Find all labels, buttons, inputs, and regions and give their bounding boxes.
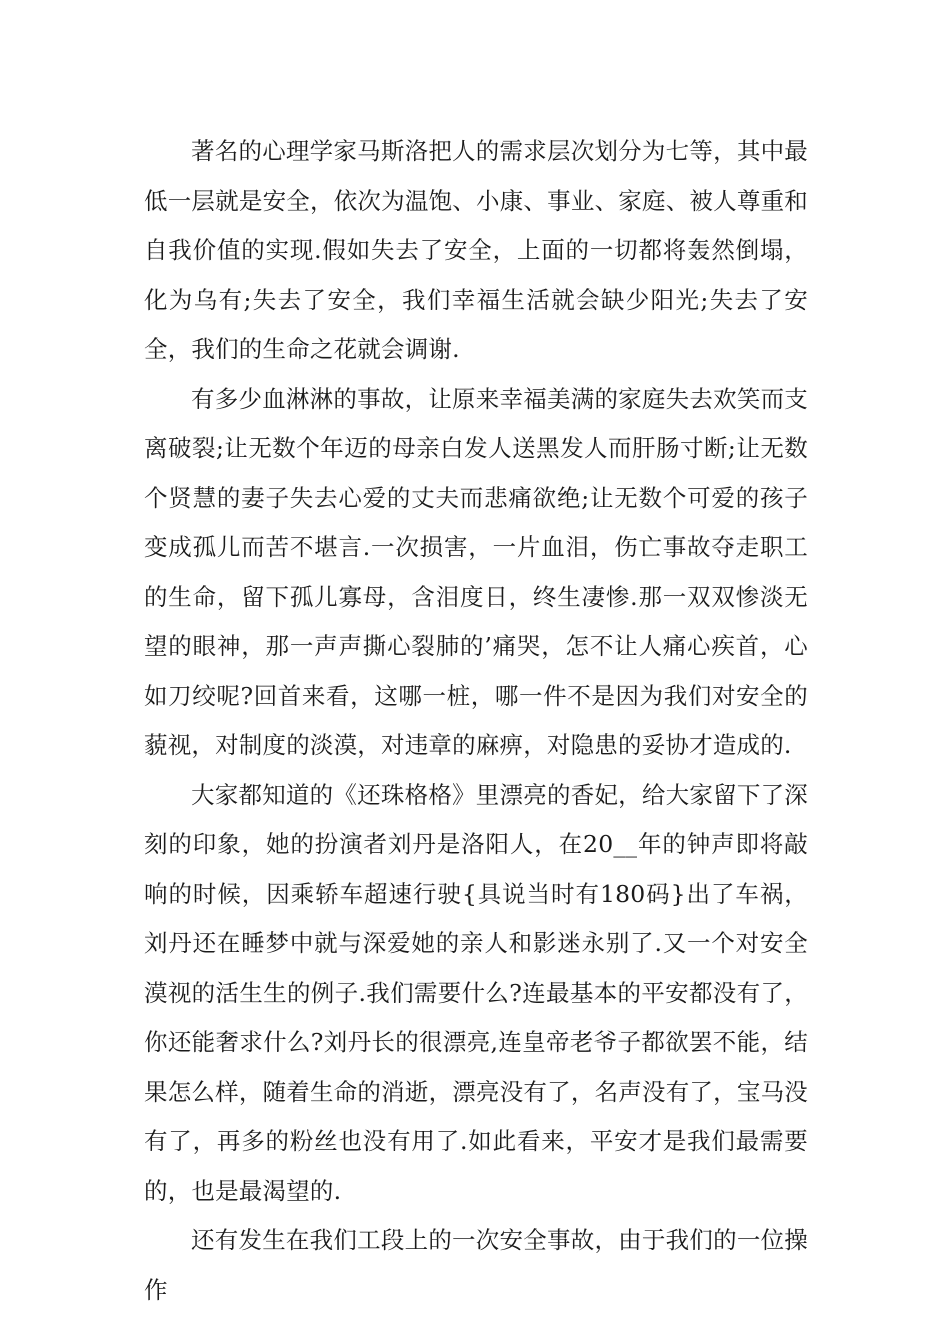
paragraph-2: 有多少血淋淋的事故，让原来幸福美满的家庭失去欢笑而支离破裂;让无数个年迈的母亲白发人送黑发人而肝肠寸断;让无数个贤慧的妻子失去心爱的丈夫而悲痛欲绝;让无数个可爱的孩子变成孤儿而苦不堪言.一次损害，一片血泪，伤亡事故夺走职工的生命，留下孤儿寡母，含泪度日，终生凄惨.那一双双惨淡无望的眼神，那一声声撕心裂肺的’痛哭，怎不让人痛心疾首，心如刀绞呢?回首来看，这哪一桩，哪一件不是因为我们对安全的藐视，对制度的淡漠，对违章的麻痹，对隐患的妥协才造成的. bbox=[144, 384, 808, 759]
document-body bbox=[144, 127, 808, 1315]
paragraph-3: 大家都知道的《还珠格格》里漂亮的香妃，给大家留下了深刻的印象，她的扮演者刘丹是洛阳人，在20__年的钟声即将敲响的时候，因乘轿车超速行驶{具说当时有180码}出了车祸，刘丹还在睡梦中就与深爱她的亲人和影迷永别了.又一个对安全漠视的活生生的例子.我们需要什么?连最基本的平安都没有了，你还能奢求什么?刘丹长的很漂亮,连皇帝老爷子都欲罢不能，结果怎么样，随着生命的消逝，漂亮没有了，名声没有了，宝马没有了，再多的粉丝也没有用了.如此看来，平安才是我们最需要的，也是最渴望的. bbox=[144, 780, 808, 1205]
paragraph-4: 还有发生在我们工段上的一次安全事故，由于我们的一位操作 bbox=[144, 1226, 808, 1304]
paragraph-1: 著名的心理学家马斯洛把人的需求层次划分为七等，其中最低一层就是安全，依次为温饱、小康、事业、家庭、被人尊重和自我价值的实现.假如失去了安全，上面的一切都将轰然倒塌，化为乌有;失去了安全，我们幸福生活就会缺少阳光;失去了安全，我们的生命之花就会调谢. bbox=[144, 137, 808, 363]
